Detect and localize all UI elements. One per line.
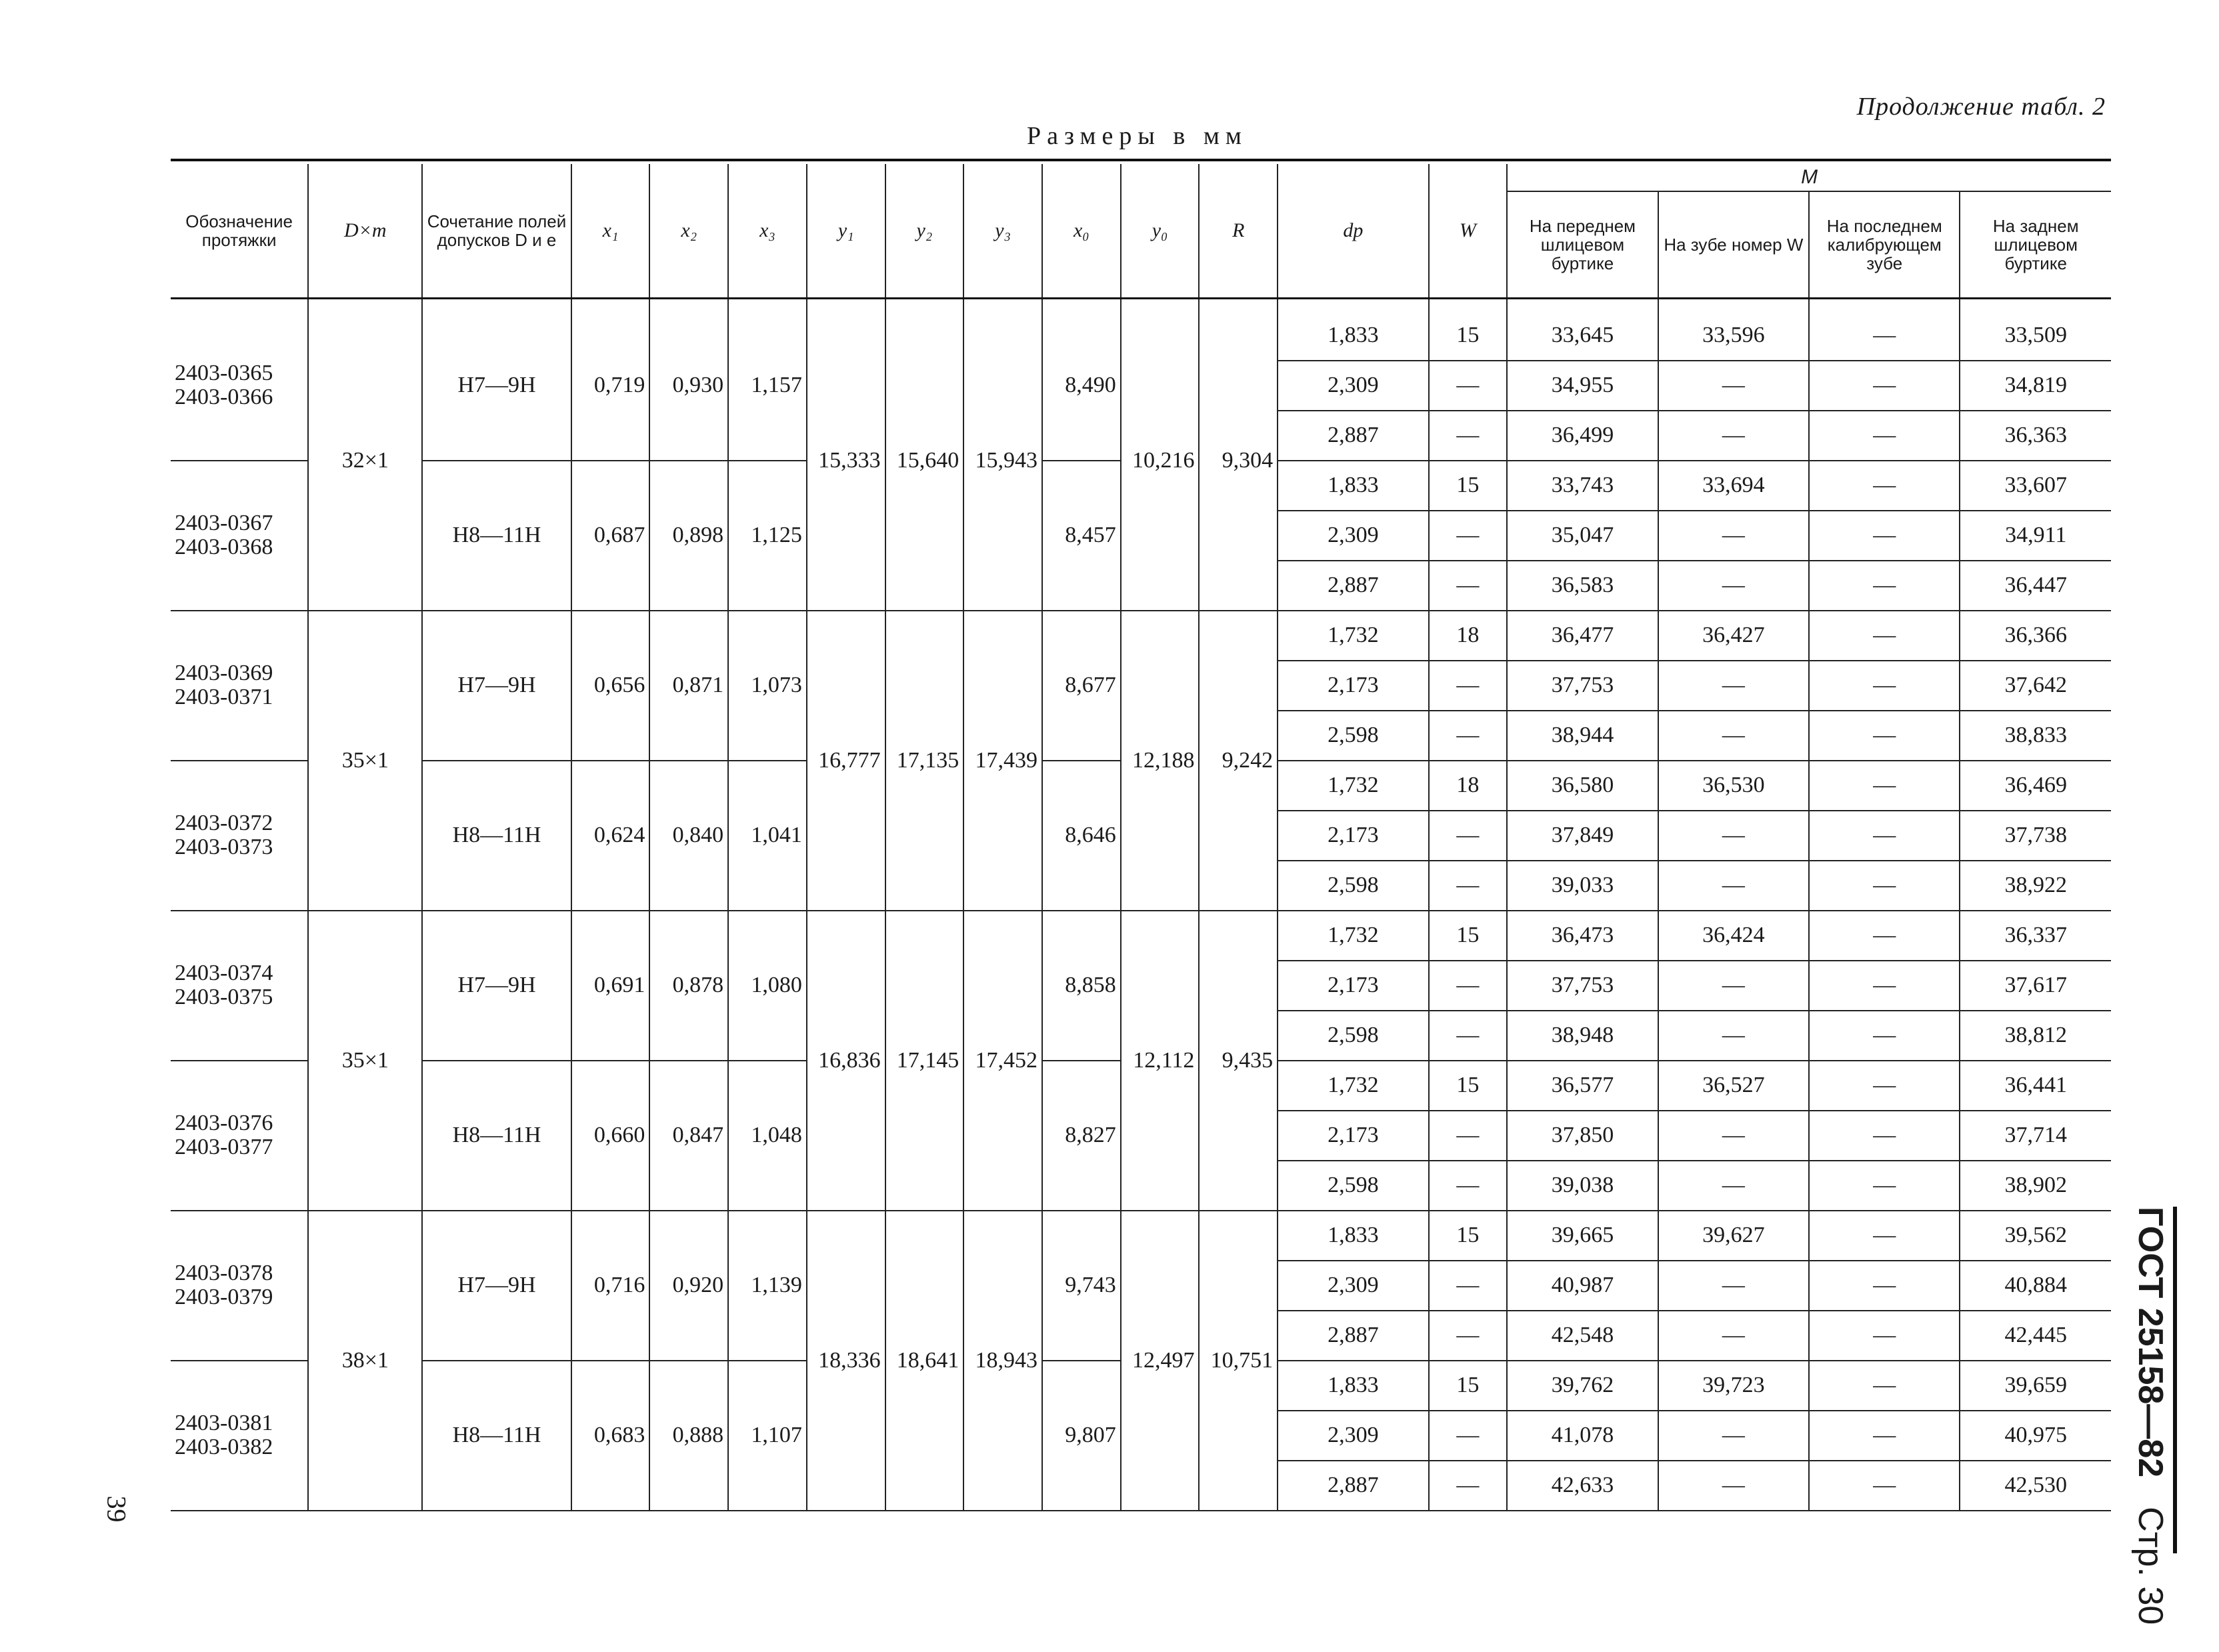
w-cell: 18 bbox=[1429, 611, 1508, 661]
table-row bbox=[171, 311, 2111, 361]
w-cell: 15 bbox=[1429, 1211, 1508, 1261]
dp-cell: 2,173 bbox=[1278, 811, 1428, 861]
m-back-cell: 37,738 bbox=[1960, 811, 2111, 861]
tolerance-cell: H8—11H bbox=[422, 1061, 571, 1211]
r-cell: 10,751 bbox=[1199, 1211, 1278, 1511]
m-back-cell: 33,607 bbox=[1960, 461, 2111, 511]
dxm-cell: 35×1 bbox=[308, 611, 422, 911]
m-back-cell: 38,902 bbox=[1960, 1161, 2111, 1211]
y0-cell: 12,112 bbox=[1121, 911, 1200, 1211]
w-cell: — bbox=[1429, 1111, 1508, 1161]
x2-cell: 0,898 bbox=[649, 461, 728, 611]
x0-cell: 8,677 bbox=[1042, 611, 1121, 761]
m-front-cell: 42,633 bbox=[1507, 1461, 1658, 1511]
m-last-cell: — bbox=[1809, 1161, 1960, 1211]
designation-cell: 2403-0365 2403-0366 bbox=[171, 311, 308, 461]
dp-cell: 1,833 bbox=[1278, 461, 1428, 511]
m-front-cell: 42,548 bbox=[1507, 1311, 1658, 1361]
w-cell: 15 bbox=[1429, 911, 1508, 961]
m-tooth-cell: — bbox=[1658, 1161, 1809, 1211]
x0-cell: 8,457 bbox=[1042, 461, 1121, 611]
y3-cell: 17,452 bbox=[963, 911, 1042, 1211]
dxm-cell: 35×1 bbox=[308, 911, 422, 1211]
x0-cell: 9,807 bbox=[1042, 1361, 1121, 1511]
dp-cell: 1,833 bbox=[1278, 1211, 1428, 1261]
x0-cell: 8,858 bbox=[1042, 911, 1121, 1061]
m-tooth-cell: — bbox=[1658, 1111, 1809, 1161]
m-last-cell: — bbox=[1809, 1461, 1960, 1511]
m-tooth-cell: — bbox=[1658, 511, 1809, 561]
dp-cell: 2,173 bbox=[1278, 961, 1428, 1011]
designation-cell: 2403-0376 2403-0377 bbox=[171, 1061, 308, 1211]
x0-cell: 8,490 bbox=[1042, 311, 1121, 461]
units-title: Размеры в мм bbox=[1027, 122, 1248, 150]
tolerance-cell: H7—9H bbox=[422, 611, 571, 761]
col-tolerance: Сочетание полей допусков D и e bbox=[422, 164, 571, 298]
y3-cell: 18,943 bbox=[963, 1211, 1042, 1511]
table-row bbox=[171, 611, 2111, 661]
y1-cell: 16,836 bbox=[807, 911, 885, 1211]
x0-cell: 9,743 bbox=[1042, 1211, 1121, 1361]
m-last-cell: — bbox=[1809, 1011, 1960, 1061]
y0-cell: 10,216 bbox=[1121, 311, 1200, 611]
m-tooth-cell: — bbox=[1658, 811, 1809, 861]
m-last-cell: — bbox=[1809, 461, 1960, 511]
x1-cell: 0,683 bbox=[571, 1361, 650, 1511]
m-back-cell: 36,441 bbox=[1960, 1061, 2111, 1111]
y3-cell: 15,943 bbox=[963, 311, 1042, 611]
dxm-cell: 32×1 bbox=[308, 311, 422, 611]
w-cell: — bbox=[1429, 961, 1508, 1011]
w-cell: — bbox=[1429, 1011, 1508, 1061]
m-back-cell: 36,337 bbox=[1960, 911, 2111, 961]
tolerance-cell: H8—11H bbox=[422, 1361, 571, 1511]
x3-cell: 1,048 bbox=[728, 1061, 807, 1211]
col-x2: x₂ bbox=[649, 164, 728, 298]
col-m-back: На заднем шлицевом буртике bbox=[1960, 191, 2111, 298]
y1-cell: 15,333 bbox=[807, 311, 885, 611]
dp-cell: 2,309 bbox=[1278, 1411, 1428, 1461]
col-x0: x₀ bbox=[1042, 164, 1121, 298]
page-number: 39 bbox=[101, 1495, 132, 1523]
m-back-cell: 37,642 bbox=[1960, 661, 2111, 711]
m-back-cell: 37,617 bbox=[1960, 961, 2111, 1011]
w-cell: 15 bbox=[1429, 311, 1508, 361]
table-row bbox=[171, 911, 2111, 961]
x2-cell: 0,840 bbox=[649, 761, 728, 911]
m-back-cell: 37,714 bbox=[1960, 1111, 2111, 1161]
tolerance-cell: H7—9H bbox=[422, 311, 571, 461]
m-back-cell: 38,922 bbox=[1960, 861, 2111, 911]
x1-cell: 0,656 bbox=[571, 611, 650, 761]
m-front-cell: 40,987 bbox=[1507, 1261, 1658, 1311]
m-last-cell: — bbox=[1809, 1361, 1960, 1411]
x0-cell: 8,646 bbox=[1042, 761, 1121, 911]
m-last-cell: — bbox=[1809, 711, 1960, 761]
gost-side-label bbox=[2130, 1207, 2177, 1625]
col-y2: y₂ bbox=[885, 164, 964, 298]
m-last-cell: — bbox=[1809, 311, 1960, 361]
col-designation: Обозначение протяжки bbox=[171, 164, 308, 298]
m-front-cell: 38,944 bbox=[1507, 711, 1658, 761]
table-header bbox=[171, 164, 2111, 298]
m-back-cell: 36,366 bbox=[1960, 611, 2111, 661]
m-front-cell: 35,047 bbox=[1507, 511, 1658, 561]
m-front-cell: 37,849 bbox=[1507, 811, 1658, 861]
m-front-cell: 36,473 bbox=[1507, 911, 1658, 961]
w-cell: — bbox=[1429, 1461, 1508, 1511]
w-cell: — bbox=[1429, 411, 1508, 461]
x1-cell: 0,660 bbox=[571, 1061, 650, 1211]
y0-cell: 12,188 bbox=[1121, 611, 1200, 911]
tolerance-cell: H8—11H bbox=[422, 761, 571, 911]
x3-cell: 1,080 bbox=[728, 911, 807, 1061]
m-tooth-cell: — bbox=[1658, 411, 1809, 461]
m-front-cell: 33,645 bbox=[1507, 311, 1658, 361]
top-rule bbox=[171, 159, 2111, 161]
m-tooth-cell: — bbox=[1658, 861, 1809, 911]
designation-cell: 2403-0381 2403-0382 bbox=[171, 1361, 308, 1511]
dp-cell: 2,887 bbox=[1278, 1311, 1428, 1361]
col-dp: dp bbox=[1278, 164, 1428, 298]
dp-cell: 2,309 bbox=[1278, 361, 1428, 411]
dp-cell: 2,887 bbox=[1278, 411, 1428, 461]
r-cell: 9,304 bbox=[1199, 311, 1278, 611]
dp-cell: 2,887 bbox=[1278, 1461, 1428, 1511]
designation-cell: 2403-0367 2403-0368 bbox=[171, 461, 308, 611]
m-last-cell: — bbox=[1809, 1061, 1960, 1111]
w-cell: — bbox=[1429, 1311, 1508, 1361]
w-cell: — bbox=[1429, 361, 1508, 411]
m-tooth-cell: — bbox=[1658, 711, 1809, 761]
x2-cell: 0,847 bbox=[649, 1061, 728, 1211]
x0-cell: 8,827 bbox=[1042, 1061, 1121, 1211]
x2-cell: 0,920 bbox=[649, 1211, 728, 1361]
m-back-cell: 42,530 bbox=[1960, 1461, 2111, 1511]
table-row bbox=[171, 1211, 2111, 1261]
x1-cell: 0,719 bbox=[571, 311, 650, 461]
m-tooth-cell: 39,627 bbox=[1658, 1211, 1809, 1261]
x2-cell: 0,871 bbox=[649, 611, 728, 761]
m-front-cell: 37,753 bbox=[1507, 661, 1658, 711]
y1-cell: 16,777 bbox=[807, 611, 885, 911]
r-cell: 9,435 bbox=[1199, 911, 1278, 1211]
m-back-cell: 33,509 bbox=[1960, 311, 2111, 361]
table-body bbox=[171, 298, 2111, 1511]
m-front-cell: 41,078 bbox=[1507, 1411, 1658, 1461]
m-front-cell: 36,580 bbox=[1507, 761, 1658, 811]
m-tooth-cell: 36,427 bbox=[1658, 611, 1809, 661]
dp-cell: 2,598 bbox=[1278, 711, 1428, 761]
x2-cell: 0,930 bbox=[649, 311, 728, 461]
w-cell: — bbox=[1429, 511, 1508, 561]
m-tooth-cell: — bbox=[1658, 361, 1809, 411]
m-front-cell: 36,477 bbox=[1507, 611, 1658, 661]
data-table bbox=[171, 164, 2111, 1511]
m-back-cell: 40,975 bbox=[1960, 1411, 2111, 1461]
col-x3: x₃ bbox=[728, 164, 807, 298]
w-cell: — bbox=[1429, 1161, 1508, 1211]
y2-cell: 17,135 bbox=[885, 611, 964, 911]
gost-number: ГОСТ 25158—82 bbox=[2131, 1207, 2170, 1478]
m-last-cell: — bbox=[1809, 811, 1960, 861]
w-cell: — bbox=[1429, 1261, 1508, 1311]
col-m-last: На последнем калибрующем зубе bbox=[1809, 191, 1960, 298]
y2-cell: 18,641 bbox=[885, 1211, 964, 1511]
m-back-cell: 34,911 bbox=[1960, 511, 2111, 561]
col-y1: y₁ bbox=[807, 164, 885, 298]
col-x1: x₁ bbox=[571, 164, 650, 298]
tolerance-cell: H7—9H bbox=[422, 1211, 571, 1361]
m-last-cell: — bbox=[1809, 1411, 1960, 1461]
x3-cell: 1,107 bbox=[728, 1361, 807, 1511]
m-tooth-cell: — bbox=[1658, 561, 1809, 611]
m-tooth-cell: — bbox=[1658, 1011, 1809, 1061]
m-tooth-cell: 39,723 bbox=[1658, 1361, 1809, 1411]
m-last-cell: — bbox=[1809, 1111, 1960, 1161]
m-tooth-cell: — bbox=[1658, 1261, 1809, 1311]
dp-cell: 2,598 bbox=[1278, 1161, 1428, 1211]
dp-cell: 2,887 bbox=[1278, 561, 1428, 611]
m-tooth-cell: 36,530 bbox=[1658, 761, 1809, 811]
x1-cell: 0,624 bbox=[571, 761, 650, 911]
m-last-cell: — bbox=[1809, 1211, 1960, 1261]
x2-cell: 0,878 bbox=[649, 911, 728, 1061]
dxm-cell: 38×1 bbox=[308, 1211, 422, 1511]
m-back-cell: 38,833 bbox=[1960, 711, 2111, 761]
x1-cell: 0,691 bbox=[571, 911, 650, 1061]
m-last-cell: — bbox=[1809, 911, 1960, 961]
dp-cell: 1,833 bbox=[1278, 1361, 1428, 1411]
m-front-cell: 33,743 bbox=[1507, 461, 1658, 511]
w-cell: 15 bbox=[1429, 461, 1508, 511]
designation-cell: 2403-0374 2403-0375 bbox=[171, 911, 308, 1061]
m-front-cell: 38,948 bbox=[1507, 1011, 1658, 1061]
w-cell: 15 bbox=[1429, 1061, 1508, 1111]
w-cell: — bbox=[1429, 711, 1508, 761]
header-spacer bbox=[171, 298, 2111, 311]
m-last-cell: — bbox=[1809, 511, 1960, 561]
w-cell: 18 bbox=[1429, 761, 1508, 811]
x3-cell: 1,041 bbox=[728, 761, 807, 911]
x3-cell: 1,139 bbox=[728, 1211, 807, 1361]
m-last-cell: — bbox=[1809, 761, 1960, 811]
col-m-group: M bbox=[1507, 164, 2111, 191]
tolerance-cell: H8—11H bbox=[422, 461, 571, 611]
m-back-cell: 39,659 bbox=[1960, 1361, 2111, 1411]
m-tooth-cell: — bbox=[1658, 1461, 1809, 1511]
w-cell: — bbox=[1429, 861, 1508, 911]
y3-cell: 17,439 bbox=[963, 611, 1042, 911]
m-tooth-cell: 33,694 bbox=[1658, 461, 1809, 511]
x3-cell: 1,073 bbox=[728, 611, 807, 761]
col-dxm: D×m bbox=[308, 164, 422, 298]
m-tooth-cell: — bbox=[1658, 1311, 1809, 1361]
dp-cell: 1,732 bbox=[1278, 1061, 1428, 1111]
m-back-cell: 42,445 bbox=[1960, 1311, 2111, 1361]
w-cell: 15 bbox=[1429, 1361, 1508, 1411]
m-front-cell: 37,850 bbox=[1507, 1111, 1658, 1161]
m-last-cell: — bbox=[1809, 1261, 1960, 1311]
dp-cell: 1,732 bbox=[1278, 611, 1428, 661]
col-y3: y₃ bbox=[963, 164, 1042, 298]
m-tooth-cell: 36,527 bbox=[1658, 1061, 1809, 1111]
col-w: W bbox=[1429, 164, 1508, 298]
m-back-cell: 34,819 bbox=[1960, 361, 2111, 411]
m-back-cell: 36,447 bbox=[1960, 561, 2111, 611]
w-cell: — bbox=[1429, 661, 1508, 711]
m-tooth-cell: 33,596 bbox=[1658, 311, 1809, 361]
designation-cell: 2403-0369 2403-0371 bbox=[171, 611, 308, 761]
m-front-cell: 39,665 bbox=[1507, 1211, 1658, 1261]
m-tooth-cell: — bbox=[1658, 661, 1809, 711]
tolerance-cell: H7—9H bbox=[422, 911, 571, 1061]
dp-cell: 1,833 bbox=[1278, 311, 1428, 361]
m-last-cell: — bbox=[1809, 411, 1960, 461]
y2-cell: 15,640 bbox=[885, 311, 964, 611]
y1-cell: 18,336 bbox=[807, 1211, 885, 1511]
m-back-cell: 40,884 bbox=[1960, 1261, 2111, 1311]
m-last-cell: — bbox=[1809, 661, 1960, 711]
m-front-cell: 39,762 bbox=[1507, 1361, 1658, 1411]
w-cell: — bbox=[1429, 561, 1508, 611]
y2-cell: 17,145 bbox=[885, 911, 964, 1211]
m-back-cell: 39,562 bbox=[1960, 1211, 2111, 1261]
w-cell: — bbox=[1429, 811, 1508, 861]
designation-cell: 2403-0372 2403-0373 bbox=[171, 761, 308, 911]
m-front-cell: 39,038 bbox=[1507, 1161, 1658, 1211]
continuation-label: Продолжение табл. 2 bbox=[1856, 93, 2106, 121]
m-tooth-cell: 36,424 bbox=[1658, 911, 1809, 961]
m-back-cell: 36,469 bbox=[1960, 761, 2111, 811]
x1-cell: 0,716 bbox=[571, 1211, 650, 1361]
y0-cell: 12,497 bbox=[1121, 1211, 1200, 1511]
col-m-tooth: На зубе номер W bbox=[1658, 191, 1809, 298]
m-last-cell: — bbox=[1809, 361, 1960, 411]
dp-cell: 2,173 bbox=[1278, 1111, 1428, 1161]
m-tooth-cell: — bbox=[1658, 1411, 1809, 1461]
m-front-cell: 34,955 bbox=[1507, 361, 1658, 411]
w-cell: — bbox=[1429, 1411, 1508, 1461]
r-cell: 9,242 bbox=[1199, 611, 1278, 911]
x1-cell: 0,687 bbox=[571, 461, 650, 611]
col-y0: y₀ bbox=[1121, 164, 1200, 298]
m-last-cell: — bbox=[1809, 561, 1960, 611]
m-front-cell: 36,577 bbox=[1507, 1061, 1658, 1111]
m-last-cell: — bbox=[1809, 1311, 1960, 1361]
m-front-cell: 39,033 bbox=[1507, 861, 1658, 911]
m-front-cell: 36,499 bbox=[1507, 411, 1658, 461]
dp-cell: 2,309 bbox=[1278, 511, 1428, 561]
m-back-cell: 36,363 bbox=[1960, 411, 2111, 461]
m-last-cell: — bbox=[1809, 861, 1960, 911]
m-front-cell: 37,753 bbox=[1507, 961, 1658, 1011]
x2-cell: 0,888 bbox=[649, 1361, 728, 1511]
x3-cell: 1,157 bbox=[728, 311, 807, 461]
dp-cell: 1,732 bbox=[1278, 911, 1428, 961]
m-tooth-cell: — bbox=[1658, 961, 1809, 1011]
m-back-cell: 38,812 bbox=[1960, 1011, 2111, 1061]
gost-page: Стр. 30 bbox=[2131, 1507, 2170, 1625]
m-last-cell: — bbox=[1809, 611, 1960, 661]
m-last-cell: — bbox=[1809, 961, 1960, 1011]
dp-cell: 2,309 bbox=[1278, 1261, 1428, 1311]
dp-cell: 2,598 bbox=[1278, 1011, 1428, 1061]
x3-cell: 1,125 bbox=[728, 461, 807, 611]
col-r: R bbox=[1199, 164, 1278, 298]
dp-cell: 2,173 bbox=[1278, 661, 1428, 711]
col-m-front: На переднем шлицевом буртике bbox=[1507, 191, 1658, 298]
dp-cell: 2,598 bbox=[1278, 861, 1428, 911]
m-front-cell: 36,583 bbox=[1507, 561, 1658, 611]
dp-cell: 1,732 bbox=[1278, 761, 1428, 811]
designation-cell: 2403-0378 2403-0379 bbox=[171, 1211, 308, 1361]
